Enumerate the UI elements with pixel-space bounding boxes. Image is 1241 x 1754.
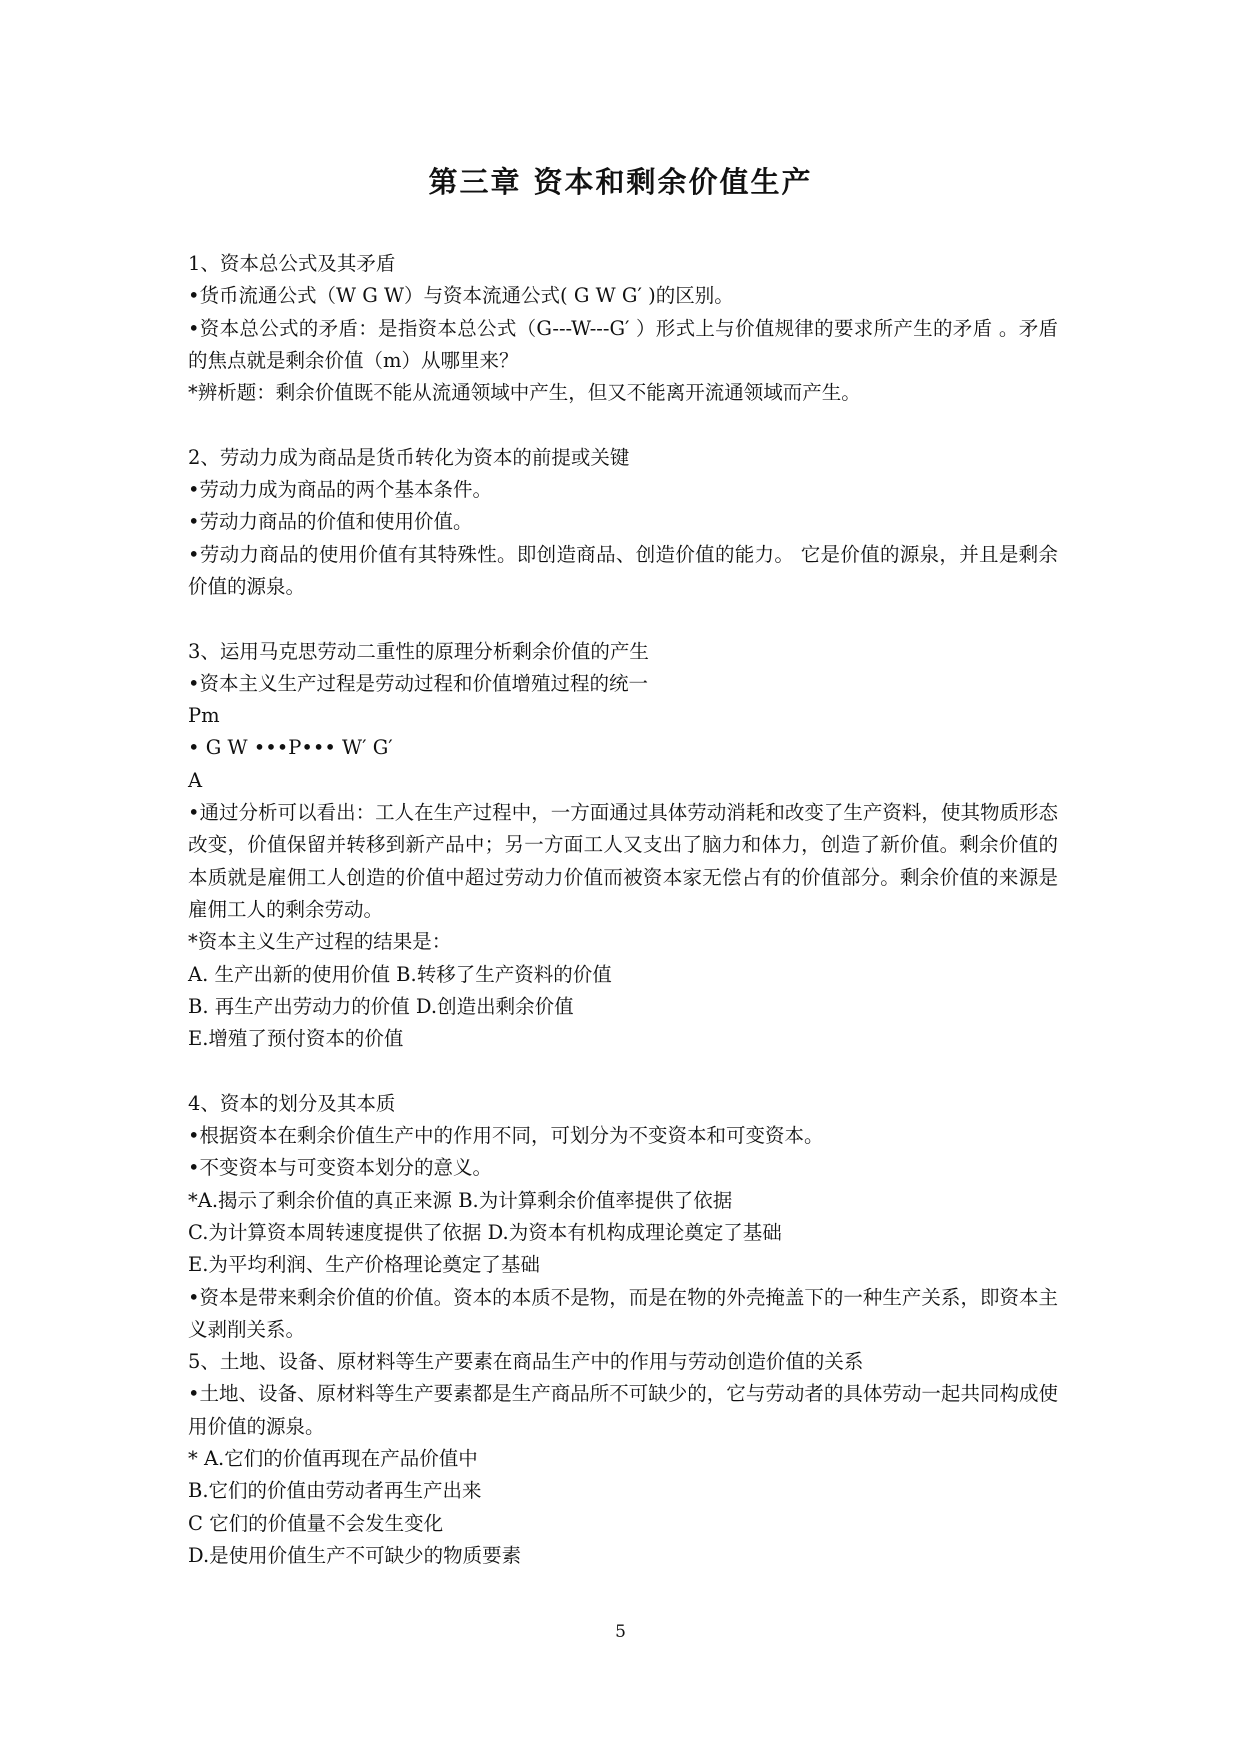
paragraph-gap (188, 603, 1058, 635)
question-option: D.是使用价值生产不可缺少的物质要素 (188, 1543, 522, 1567)
page-title: 第三章 资本和剩余价值生产 (428, 165, 813, 199)
bullet-point: •劳动力成为商品的两个基本条件。 (188, 478, 493, 502)
bullet-point: •不变资本与可变资本划分的意义。 (188, 1156, 493, 1180)
paragraph-gap (188, 1055, 1058, 1087)
bullet-point: •劳动力商品的价值和使用价值。 (188, 510, 473, 534)
section-heading-1: 1、资本总公式及其矛盾 (188, 252, 396, 275)
question-option: B.它们的价值由劳动者再生产出来 (188, 1479, 482, 1503)
bullet-point: •货币流通公式（W G W）与资本流通公式( G W G′ )的区别。 (188, 284, 734, 308)
formula-main: • G W •••P••• W′ G′ (188, 736, 393, 760)
question-option: A. 生产出新的使用价值 B.转移了生产资料的价值 (188, 962, 612, 986)
section-heading-5: 5、土地、设备、原材料等生产要素在商品生产中的作用与劳动创造价值的关系 (188, 1350, 864, 1374)
bullet-point: •资本总公式的矛盾：是指资本总公式（G---W---G′ ）形式上与价值规律的要求所产生的矛盾 。矛盾的焦点就是剩余价值（m）从哪里来？ (188, 316, 1058, 372)
formula-bottom: A (188, 768, 203, 792)
question-intro: *资本主义生产过程的结果是： (188, 930, 452, 954)
bullet-point: •劳动力商品的使用价值有其特殊性。即创造商品、创造价值的能力。 它是价值的源泉，并且是剩余价值的源泉。 (188, 542, 1058, 598)
page-number: 5 (615, 1622, 626, 1642)
formula-top: Pm (188, 704, 220, 728)
section-heading-2: 2、劳动力成为商品是货币转化为资本的前提或关键 (188, 445, 630, 469)
question-option: C.为计算资本周转速度提供了依据 D.为资本有机构成理论奠定了基础 (188, 1220, 782, 1244)
paragraph-gap (188, 409, 1058, 441)
bullet-point: •通过分析可以看出：工人在生产过程中，一方面通过具体劳动消耗和改变了生产资料，使其物质形态改变，价值保留并转移到新产品中；另一方面工人又支出了脑力和体力，创造了新价值。剩余价值的本质就是雇佣工人创造的价值中超过劳动力价值而被资本家无偿占有的价值部分。剩余价值的来源是雇佣工人的剩余劳动。 (188, 801, 1058, 921)
question-option: E.为平均利润、生产价格理论奠定了基础 (188, 1253, 540, 1277)
bullet-point: •土地、设备、原材料等生产要素都是生产商品所不可缺少的，它与劳动者的具体劳动一起共同构成使用价值的源泉。 (188, 1382, 1058, 1438)
document-body (188, 248, 1058, 1572)
question-option: C 它们的价值量不会发生变化 (188, 1511, 444, 1535)
section-heading-3: 3、运用马克思劳动二重性的原理分析剩余价值的产生 (188, 639, 649, 663)
analysis-question: *辨析题：剩余价值既不能从流通领域中产生，但又不能离开流通领域而产生。 (188, 381, 861, 405)
bullet-point: •资本主义生产过程是劳动过程和价值增殖过程的统一 (188, 671, 649, 695)
question-option: * A.它们的价值再现在产品价值中 (188, 1446, 478, 1470)
question-option: *A.揭示了剩余价值的真正来源 B.为计算剩余价值率提供了依据 (188, 1188, 733, 1212)
question-option: B. 再生产出劳动力的价值 D.创造出剩余价值 (188, 994, 574, 1018)
bullet-point: •资本是带来剩余价值的价值。资本的本质不是物，而是在物的外壳掩盖下的一种生产关系，即资本主义剥削关系。 (188, 1285, 1058, 1341)
bullet-point: •根据资本在剩余价值生产中的作用不同，可划分为不变资本和可变资本。 (188, 1124, 824, 1148)
question-option: E.增殖了预付资本的价值 (188, 1027, 404, 1051)
section-heading-4: 4、资本的划分及其本质 (188, 1091, 396, 1115)
